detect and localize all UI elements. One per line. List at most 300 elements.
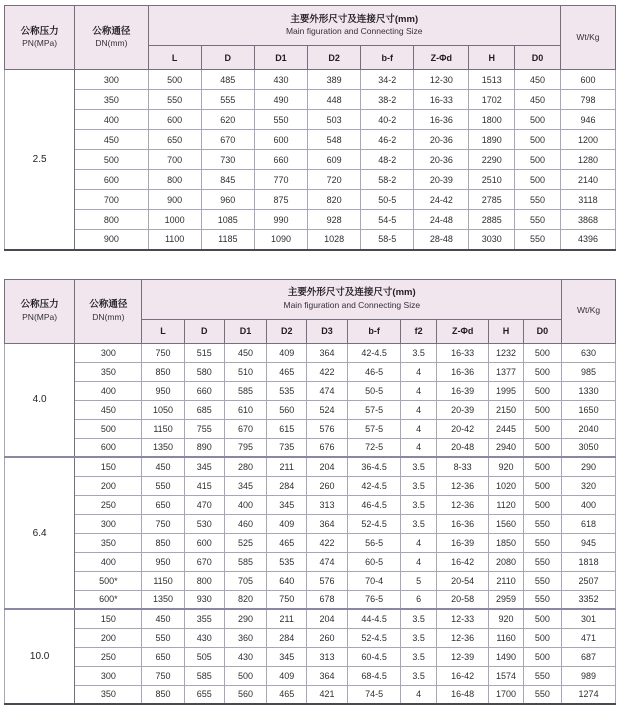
dim-cell-D2: 560 — [267, 400, 307, 419]
dim-cell-D3: 364 — [307, 343, 347, 362]
dim-cell-f2: 3.5 — [401, 628, 436, 647]
dim-cell-D3: 576 — [307, 571, 347, 590]
dim-cell-Z-Φd: 20-36 — [414, 130, 469, 150]
table-row — [5, 381, 616, 400]
dim-cell-Z-Φd: 16-36 — [436, 362, 489, 381]
pn-header-zh: 公称压力 — [20, 25, 59, 37]
dn-value-cell: 800 — [75, 210, 148, 230]
dim-cell-Z-Φd: 16-39 — [436, 381, 489, 400]
dim-cell-L: 700 — [148, 150, 201, 170]
dim-cell-Z-Φd: 12-30 — [414, 70, 469, 90]
dn-value-cell: 250 — [75, 647, 142, 666]
dim-cell-H: 2510 — [469, 170, 515, 190]
dim-cell-D0: 500 — [523, 400, 561, 419]
weight-cell: 471 — [562, 628, 616, 647]
dim-cell-D1: 510 — [224, 362, 266, 381]
dim-cell-Z-Φd: 16-42 — [436, 552, 489, 571]
dim-column-header: L — [148, 46, 201, 70]
dim-cell-D2: 735 — [267, 438, 307, 457]
table-row — [5, 571, 616, 590]
weight-cell: 320 — [562, 476, 616, 495]
pn-value-cell: 10.0 — [5, 609, 75, 704]
pn-header-zh: 公称压力 — [20, 299, 59, 311]
dim-cell-D2: 535 — [267, 381, 307, 400]
dn-value-cell: 350 — [75, 685, 142, 704]
dim-cell-H: 3030 — [469, 230, 515, 250]
dim-cell-D1: 660 — [254, 150, 307, 170]
weight-cell: 3118 — [560, 190, 615, 210]
pn-value-cell: 6.4 — [5, 457, 75, 609]
dim-cell-D3: 678 — [307, 590, 347, 609]
dim-cell-D: 620 — [201, 110, 254, 130]
dim-cell-D1: 705 — [224, 571, 266, 590]
table-row — [5, 130, 616, 150]
dim-cell-H: 2959 — [489, 590, 523, 609]
weight-cell: 989 — [562, 666, 616, 685]
dim-cell-b-f: 58-2 — [361, 170, 414, 190]
main-header-en: Main figuration and Connecting Size — [283, 299, 421, 310]
dim-cell-D0: 500 — [523, 609, 561, 628]
dim-cell-D2: 448 — [308, 90, 361, 110]
dim-cell-Z-Φd: 20-42 — [436, 419, 489, 438]
dn-value-cell: 400 — [75, 381, 142, 400]
dim-cell-L: 550 — [148, 90, 201, 110]
dim-cell-D: 530 — [184, 514, 224, 533]
dn-value-cell: 400 — [75, 110, 148, 130]
dim-cell-D2: 535 — [267, 552, 307, 571]
dim-cell-D0: 500 — [523, 476, 561, 495]
dim-cell-D0: 550 — [523, 590, 561, 609]
weight-cell: 985 — [562, 362, 616, 381]
dim-cell-L: 850 — [142, 533, 184, 552]
dim-cell-b-f: 74-5 — [347, 685, 401, 704]
dim-cell-H: 1232 — [489, 343, 523, 362]
dim-cell-L: 750 — [142, 514, 184, 533]
table-row — [5, 552, 616, 571]
dim-cell-D: 755 — [184, 419, 224, 438]
weight-cell: 1200 — [560, 130, 615, 150]
dim-cell-D0: 500 — [515, 110, 561, 130]
weight-cell: 946 — [560, 110, 615, 130]
dim-cell-L: 750 — [142, 666, 184, 685]
dim-cell-H: 1513 — [469, 70, 515, 90]
table-row — [5, 90, 616, 110]
dim-cell-D1: 525 — [224, 533, 266, 552]
dim-cell-D1: 460 — [224, 514, 266, 533]
weight-cell: 2140 — [560, 170, 615, 190]
dn-value-cell: 150 — [75, 609, 142, 628]
weight-cell: 687 — [562, 647, 616, 666]
dim-cell-Z-Φd: 24-48 — [414, 210, 469, 230]
dim-cell-b-f: 58-5 — [361, 230, 414, 250]
dim-cell-b-f: 38-2 — [361, 90, 414, 110]
dim-cell-D1: 990 — [254, 210, 307, 230]
dim-cell-L: 950 — [142, 381, 184, 400]
dim-cell-Z-Φd: 16-36 — [414, 110, 469, 130]
dim-cell-D3: 422 — [307, 362, 347, 381]
pn-header-en: PN(MPa) — [22, 38, 58, 49]
dim-cell-D: 355 — [184, 609, 224, 628]
dim-cell-D1: 585 — [224, 552, 266, 571]
dim-cell-b-f: 34-2 — [361, 70, 414, 90]
dim-cell-D1: 360 — [224, 628, 266, 647]
dim-cell-D1: 585 — [224, 381, 266, 400]
dim-cell-b-f: 60-5 — [347, 552, 401, 571]
dim-cell-D3: 524 — [307, 400, 347, 419]
dim-column-header: D — [184, 319, 224, 343]
dim-cell-H: 920 — [489, 609, 523, 628]
weight-cell: 3868 — [560, 210, 615, 230]
dim-cell-H: 2885 — [469, 210, 515, 230]
dim-column-header: Z-Φd — [414, 46, 469, 70]
main-header-zh: 主要外形尺寸及连接尺寸(mm) — [287, 287, 416, 299]
table-row — [5, 419, 616, 438]
dn-value-cell: 300 — [75, 343, 142, 362]
dim-cell-H: 2110 — [489, 571, 523, 590]
dn-value-cell: 150 — [75, 457, 142, 476]
dim-cell-L: 1000 — [148, 210, 201, 230]
dim-cell-D: 415 — [184, 476, 224, 495]
dim-cell-D2: 211 — [267, 457, 307, 476]
table-row — [5, 438, 616, 457]
dim-cell-D3: 313 — [307, 647, 347, 666]
dim-cell-D1: 430 — [224, 647, 266, 666]
dim-cell-D3: 364 — [307, 666, 347, 685]
dim-column-header: D — [201, 46, 254, 70]
dim-cell-D2: 409 — [267, 343, 307, 362]
weight-cell: 1274 — [562, 685, 616, 704]
dim-cell-H: 1890 — [469, 130, 515, 150]
dim-cell-f2: 3.5 — [401, 647, 436, 666]
weight-cell: 301 — [562, 609, 616, 628]
table-row — [5, 362, 616, 381]
dim-cell-H: 2150 — [489, 400, 523, 419]
dim-cell-L: 1150 — [142, 419, 184, 438]
dim-cell-H: 1490 — [489, 647, 523, 666]
header-row — [5, 6, 616, 46]
weight-cell: 618 — [562, 514, 616, 533]
dim-cell-H: 2290 — [469, 150, 515, 170]
dim-cell-b-f: 42-4.5 — [347, 343, 401, 362]
dim-cell-D0: 500 — [523, 495, 561, 514]
dn-value-cell: 350 — [75, 90, 148, 110]
weight-cell: 600 — [560, 70, 615, 90]
dim-cell-b-f: 70-4 — [347, 571, 401, 590]
dim-cell-D0: 500 — [523, 419, 561, 438]
weight-cell: 3352 — [562, 590, 616, 609]
dim-cell-D: 485 — [201, 70, 254, 90]
dn-value-cell: 600* — [75, 590, 142, 609]
table-row — [5, 170, 616, 190]
dim-cell-L: 1350 — [142, 590, 184, 609]
dim-cell-D0: 500 — [523, 438, 561, 457]
dim-cell-D: 555 — [201, 90, 254, 110]
table-row — [5, 210, 616, 230]
dim-cell-b-f: 57-5 — [347, 419, 401, 438]
dim-cell-D0: 500 — [515, 130, 561, 150]
dn-value-cell: 450 — [75, 400, 142, 419]
dim-cell-Z-Φd: 16-39 — [436, 533, 489, 552]
dim-cell-D0: 550 — [523, 666, 561, 685]
pn-value-cell: 2.5 — [5, 70, 75, 250]
dn-column-header — [75, 279, 142, 343]
dim-cell-D0: 550 — [523, 514, 561, 533]
dn-value-cell: 600 — [75, 438, 142, 457]
weight-cell: 3050 — [562, 438, 616, 457]
dim-cell-D0: 500 — [523, 362, 561, 381]
dim-cell-H: 1560 — [489, 514, 523, 533]
table-row — [5, 628, 616, 647]
dim-cell-D: 670 — [201, 130, 254, 150]
dim-cell-Z-Φd: 16-42 — [436, 666, 489, 685]
dim-cell-D0: 500 — [523, 457, 561, 476]
dim-column-header: Z-Φd — [436, 319, 489, 343]
weight-column-header — [562, 279, 616, 343]
table-row — [5, 647, 616, 666]
dim-cell-D: 800 — [184, 571, 224, 590]
dim-cell-D2: 409 — [267, 514, 307, 533]
dim-cell-D2: 609 — [308, 150, 361, 170]
dim-cell-D: 505 — [184, 647, 224, 666]
main-dimensions-header — [148, 6, 560, 46]
dim-column-header: f2 — [401, 319, 436, 343]
table-row — [5, 609, 616, 628]
dim-cell-f2: 6 — [401, 590, 436, 609]
dim-cell-L: 550 — [142, 476, 184, 495]
dim-cell-D: 580 — [184, 362, 224, 381]
dim-cell-L: 450 — [142, 457, 184, 476]
dim-cell-H: 2785 — [469, 190, 515, 210]
dim-cell-D3: 260 — [307, 628, 347, 647]
dim-cell-Z-Φd: 20-39 — [414, 170, 469, 190]
dim-cell-Z-Φd: 12-33 — [436, 609, 489, 628]
weight-cell: 400 — [562, 495, 616, 514]
dim-cell-D3: 204 — [307, 457, 347, 476]
dim-cell-D0: 550 — [523, 571, 561, 590]
dim-cell-D2: 820 — [308, 190, 361, 210]
dim-cell-D: 585 — [184, 666, 224, 685]
dim-cell-b-f: 54-5 — [361, 210, 414, 230]
dim-cell-f2: 4 — [401, 685, 436, 704]
table-row — [5, 110, 616, 130]
dim-cell-D: 730 — [201, 150, 254, 170]
dim-cell-D1: 770 — [254, 170, 307, 190]
pn-header-en: PN(MPa) — [22, 311, 58, 322]
dim-cell-Z-Φd: 12-36 — [436, 495, 489, 514]
dim-cell-f2: 4 — [401, 533, 436, 552]
dim-cell-D0: 500 — [523, 628, 561, 647]
dim-cell-L: 500 — [148, 70, 201, 90]
dn-value-cell: 450 — [75, 130, 148, 150]
dim-cell-D3: 204 — [307, 609, 347, 628]
table-row — [5, 400, 616, 419]
dn-value-cell: 500 — [75, 419, 142, 438]
dim-cell-L: 1050 — [142, 400, 184, 419]
dim-cell-D2: 345 — [267, 495, 307, 514]
dn-value-cell: 250 — [75, 495, 142, 514]
dim-cell-D0: 550 — [523, 685, 561, 704]
dim-cell-D2: 1028 — [308, 230, 361, 250]
dim-cell-f2: 4 — [401, 362, 436, 381]
dim-cell-L: 650 — [142, 495, 184, 514]
dim-cell-L: 850 — [142, 685, 184, 704]
dim-cell-b-f: 50-5 — [361, 190, 414, 210]
table-row — [5, 70, 616, 90]
dim-cell-D2: 720 — [308, 170, 361, 190]
dn-header-zh: 公称通径 — [92, 25, 131, 37]
weight-column-header — [560, 6, 615, 70]
weight-cell: 2507 — [562, 571, 616, 590]
dim-cell-H: 1574 — [489, 666, 523, 685]
dim-column-header: L — [142, 319, 184, 343]
table-row — [5, 495, 616, 514]
dim-cell-D2: 640 — [267, 571, 307, 590]
dim-cell-b-f: 42-4.5 — [347, 476, 401, 495]
dim-cell-D2: 548 — [308, 130, 361, 150]
table-row — [5, 150, 616, 170]
dim-cell-D2: 615 — [267, 419, 307, 438]
dim-cell-H: 1377 — [489, 362, 523, 381]
dn-header-zh: 公称通径 — [89, 299, 128, 311]
dim-cell-L: 850 — [142, 362, 184, 381]
pn-column-header — [5, 6, 75, 70]
dim-cell-D1: 670 — [224, 419, 266, 438]
header-row — [5, 279, 616, 319]
dim-cell-f2: 4 — [401, 381, 436, 400]
dim-cell-b-f: 57-5 — [347, 400, 401, 419]
dim-cell-b-f: 60-4.5 — [347, 647, 401, 666]
table-body — [5, 343, 616, 704]
dim-cell-D: 685 — [184, 400, 224, 419]
dn-value-cell: 500* — [75, 571, 142, 590]
dim-column-header: D2 — [267, 319, 307, 343]
dim-cell-D1: 345 — [224, 476, 266, 495]
table-row — [5, 190, 616, 210]
dim-cell-D1: 500 — [224, 666, 266, 685]
dim-cell-D: 430 — [184, 628, 224, 647]
dim-cell-L: 550 — [142, 628, 184, 647]
table-row — [5, 514, 616, 533]
dim-cell-D0: 550 — [515, 190, 561, 210]
dim-cell-D2: 389 — [308, 70, 361, 90]
dn-header-en: DN(mm) — [95, 38, 128, 49]
dn-column-header — [75, 6, 148, 70]
dim-cell-H: 920 — [489, 457, 523, 476]
dim-cell-H: 2080 — [489, 552, 523, 571]
dim-cell-D2: 409 — [267, 666, 307, 685]
dim-cell-f2: 4 — [401, 400, 436, 419]
dim-column-header: b-f — [361, 46, 414, 70]
dn-value-cell: 700 — [75, 190, 148, 210]
dim-cell-D2: 211 — [267, 609, 307, 628]
dim-cell-D0: 550 — [523, 533, 561, 552]
dim-cell-D3: 676 — [307, 438, 347, 457]
dim-cell-L: 950 — [142, 552, 184, 571]
dim-cell-D: 515 — [184, 343, 224, 362]
dim-cell-Z-Φd: 16-48 — [436, 685, 489, 704]
dn-value-cell: 900 — [75, 230, 148, 250]
dim-cell-Z-Φd: 8-33 — [436, 457, 489, 476]
dimension-table-pn25 — [4, 5, 616, 251]
dim-column-header: D0 — [523, 319, 561, 343]
dim-cell-H: 1995 — [489, 381, 523, 400]
dim-cell-b-f: 52-4.5 — [347, 628, 401, 647]
dim-cell-f2: 3.5 — [401, 495, 436, 514]
dim-cell-D2: 284 — [267, 476, 307, 495]
dim-cell-D0: 550 — [523, 552, 561, 571]
main-dimensions-header — [142, 279, 562, 319]
dim-cell-Z-Φd: 12-36 — [436, 476, 489, 495]
dim-cell-Z-Φd: 20-58 — [436, 590, 489, 609]
dim-cell-D3: 576 — [307, 419, 347, 438]
table-row — [5, 685, 616, 704]
dim-cell-D1: 1090 — [254, 230, 307, 250]
dim-column-header: H — [489, 319, 523, 343]
dim-cell-D0: 550 — [515, 230, 561, 250]
dim-cell-D0: 500 — [515, 170, 561, 190]
dn-value-cell: 200 — [75, 476, 142, 495]
dim-cell-D0: 500 — [523, 343, 561, 362]
weight-cell: 4396 — [560, 230, 615, 250]
dim-cell-D2: 465 — [267, 685, 307, 704]
dim-cell-D2: 284 — [267, 628, 307, 647]
dim-cell-Z-Φd: 20-36 — [414, 150, 469, 170]
dim-cell-D: 890 — [184, 438, 224, 457]
dim-cell-L: 1100 — [148, 230, 201, 250]
dim-column-header: D2 — [308, 46, 361, 70]
weight-cell: 1650 — [562, 400, 616, 419]
dim-cell-f2: 4 — [401, 419, 436, 438]
dim-cell-D2: 928 — [308, 210, 361, 230]
dim-cell-f2: 3.5 — [401, 457, 436, 476]
dim-cell-D1: 820 — [224, 590, 266, 609]
dim-cell-Z-Φd: 16-36 — [436, 514, 489, 533]
dim-cell-D0: 500 — [515, 150, 561, 170]
dim-cell-D: 1185 — [201, 230, 254, 250]
dim-cell-D0: 450 — [515, 70, 561, 90]
dim-cell-D1: 280 — [224, 457, 266, 476]
table-row — [5, 533, 616, 552]
dim-column-header: D3 — [307, 319, 347, 343]
dim-cell-H: 1800 — [469, 110, 515, 130]
dim-cell-D3: 313 — [307, 495, 347, 514]
dim-cell-L: 900 — [148, 190, 201, 210]
dim-cell-D1: 450 — [224, 343, 266, 362]
dn-value-cell: 200 — [75, 628, 142, 647]
dn-value-cell: 500 — [75, 150, 148, 170]
dn-value-cell: 400 — [75, 552, 142, 571]
table-row — [5, 666, 616, 685]
dn-value-cell: 300 — [75, 666, 142, 685]
dim-cell-b-f: 46-2 — [361, 130, 414, 150]
weight-cell: 1818 — [562, 552, 616, 571]
dim-cell-L: 750 — [142, 343, 184, 362]
weight-cell: 290 — [562, 457, 616, 476]
dim-cell-H: 2940 — [489, 438, 523, 457]
dim-cell-H: 1020 — [489, 476, 523, 495]
dim-cell-b-f: 68-4.5 — [347, 666, 401, 685]
weight-header-label: Wt/Kg — [576, 305, 601, 316]
dn-value-cell: 300 — [75, 514, 142, 533]
dim-cell-b-f: 46-4.5 — [347, 495, 401, 514]
dimension-table-pn40-64-100 — [4, 279, 616, 706]
dim-cell-D1: 875 — [254, 190, 307, 210]
dim-cell-Z-Φd: 16-33 — [414, 90, 469, 110]
dim-cell-L: 450 — [142, 609, 184, 628]
dim-cell-L: 650 — [142, 647, 184, 666]
dim-cell-Z-Φd: 24-42 — [414, 190, 469, 210]
dim-cell-b-f: 36-4.5 — [347, 457, 401, 476]
